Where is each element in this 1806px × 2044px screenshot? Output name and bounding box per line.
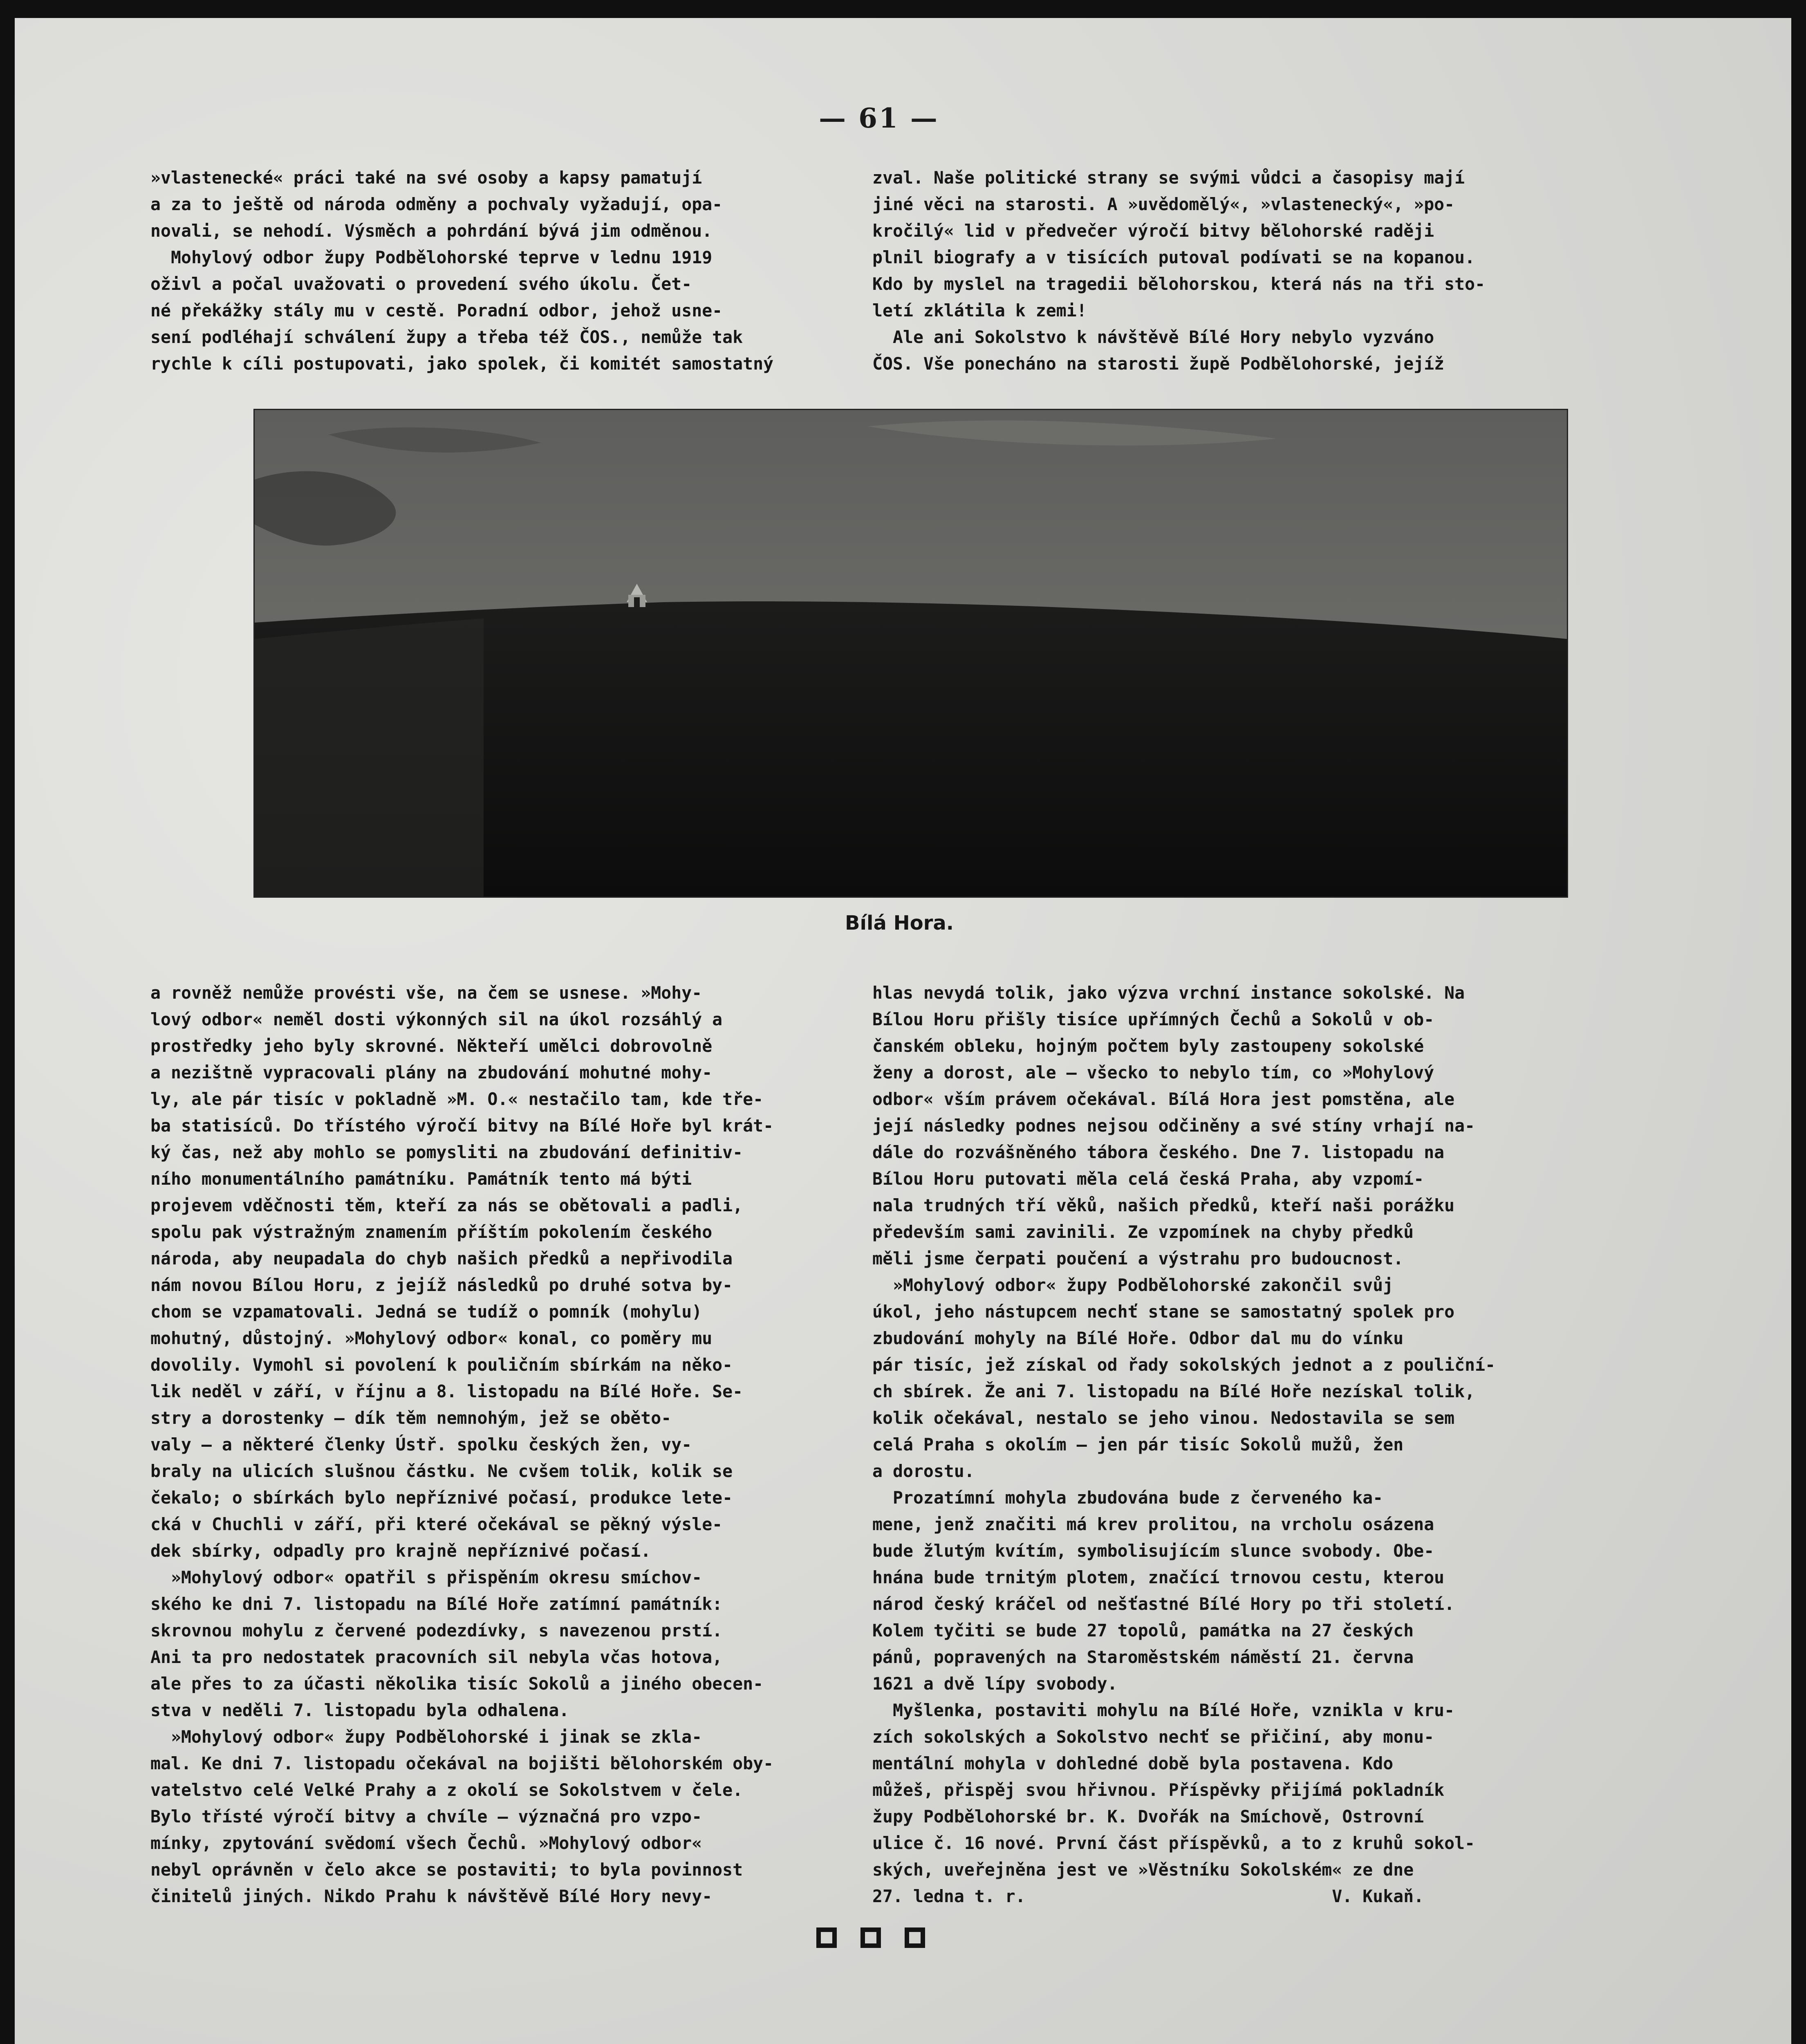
square-ornament-icon bbox=[860, 1927, 881, 1948]
text-line: skrovnou mohylu z červené podezdívky, s navezenou prstí. bbox=[150, 1620, 723, 1641]
text-line: mentální mohyla v dohledné době byla postavena. Kdo bbox=[872, 1753, 1394, 1773]
column-bottom-left bbox=[150, 979, 845, 1910]
text-line: lik neděl v září, v říjnu a 8. listopadu na Bílé Hoře. Se- bbox=[150, 1381, 743, 1401]
text-line: cká v Chuchli v září, při které očekával se pěkný výsle- bbox=[150, 1514, 723, 1534]
text-line: »Mohylový odbor« župy Podbělohorské i jinak se zkla- bbox=[150, 1727, 702, 1747]
text-line: ČOS. Vše ponecháno na starosti župě Podbělohorské, jejíž bbox=[872, 354, 1445, 374]
text-line: sení podléhají schválení župy a třeba též ČOS., nemůže tak bbox=[150, 327, 743, 347]
text-line: ale přes to za účasti několika tisíc Sokolů a jiného obecen- bbox=[150, 1674, 764, 1694]
landscape-illustration bbox=[255, 410, 1567, 896]
column-top-left bbox=[150, 164, 845, 377]
text-line: zbudování mohyly na Bílé Hoře. Odbor dal mu do vínku bbox=[872, 1328, 1404, 1348]
text-line: hlas nevydá tolik, jako výzva vrchní instance sokolské. Na bbox=[872, 983, 1465, 1003]
text-line: pánů, popravených na Staroměstském náměstí 21. června bbox=[872, 1647, 1414, 1667]
text-line: župy Podbělohorské br. K. Dvořák na Smíchově, Ostrovní bbox=[872, 1806, 1424, 1827]
text-line: letí zklátila k zemi! bbox=[872, 300, 1087, 320]
text-line: ly, ale pár tisíc v pokladně »M. O.« nestačilo tam, kde tře- bbox=[150, 1089, 764, 1109]
text-line: národa, aby neupadala do chyb našich předků a nepřivodila bbox=[150, 1248, 733, 1269]
text-line: novali, se nehodí. Výsměch a pohrdání bývá jim odměnou. bbox=[150, 221, 713, 241]
text-line: ských, uveřejněna jest ve »Věstníku Sokolském« ze dne bbox=[872, 1860, 1414, 1880]
text-line: rychle k cíli postupovati, jako spolek, či komitét samostatný bbox=[150, 354, 774, 374]
text-line: 1621 a dvě lípy svobody. bbox=[872, 1674, 1118, 1694]
text-line: vatelstvo celé Velké Prahy a z okolí se Sokolstvem v čele. bbox=[150, 1780, 743, 1800]
text-line: mohutný, důstojný. »Mohylový odbor« konal, co poměry mu bbox=[150, 1328, 713, 1348]
text-line: ulice č. 16 nové. První část příspěvků, a to z kruhů sokol- bbox=[872, 1833, 1475, 1853]
text-line: celá Praha s okolím — jen pár tisíc Sokolů mužů, žen bbox=[872, 1434, 1404, 1455]
text-line: kolik očekával, nestalo se jeho vinou. Nedostavila se sem bbox=[872, 1408, 1455, 1428]
text-line: dále do rozvášněného tábora českého. Dne 7. listopadu na bbox=[872, 1142, 1445, 1162]
text-line: mal. Ke dni 7. listopadu očekával na bojišti bělohorském oby- bbox=[150, 1753, 774, 1773]
text-line: úkol, jeho nástupcem nechť stane se samostatný spolek pro bbox=[872, 1302, 1455, 1322]
text-line: především sami zavinili. Ze vzpomínek na chyby předků bbox=[872, 1222, 1414, 1242]
text-line: jiné věci na starosti. A »uvědomělý«, »vlastenecký«, »po- bbox=[872, 194, 1455, 214]
text-line: její následky podnes nejsou odčiněny a své stíny vrhají na- bbox=[872, 1116, 1475, 1136]
column-bottom-right bbox=[872, 979, 1567, 1910]
text-line: Kolem tyčiti se bude 27 topolů, památka na 27 českých bbox=[872, 1620, 1414, 1641]
square-ornament-icon bbox=[816, 1927, 837, 1948]
text-line: hnána bude trnitým plotem, značící trnovou cestu, kterou bbox=[872, 1567, 1445, 1587]
end-ornaments bbox=[789, 1921, 952, 1954]
text-line: Ani ta pro nedostatek pracovních sil nebyla včas hotova, bbox=[150, 1647, 723, 1667]
text-line: spolu pak výstražným znamením příštím pokolením českého bbox=[150, 1222, 713, 1242]
text-line: plnil biografy a v tisících putoval podívati se na kopanou. bbox=[872, 247, 1475, 267]
text-line: měli jsme čerpati poučení a výstrahu pro budoucnost. bbox=[872, 1248, 1404, 1269]
text-line: a dorostu. bbox=[872, 1461, 975, 1481]
text-line: »Mohylový odbor« župy Podbělohorské zakončil svůj bbox=[872, 1275, 1394, 1295]
text-line: nám novou Bílou Horu, z jejíž následků po druhé sotva by- bbox=[150, 1275, 733, 1295]
text-line: projevem vděčnosti těm, kteří za nás se obětovali a padli, bbox=[150, 1195, 743, 1215]
text-line: braly na ulicích slušnou částku. Ne cvšem tolik, kolik se bbox=[150, 1461, 733, 1481]
text-line: 27. ledna t. r. V. Kukaň. bbox=[872, 1886, 1424, 1906]
text-line: mene, jenž značiti má krev prolitou, na vrcholu osázena bbox=[872, 1514, 1434, 1534]
text-line: Bílou Horu putovati měla celá česká Praha, aby vzpomí- bbox=[872, 1169, 1424, 1189]
text-line: Bílou Horu přišly tisíce upřímných Čechů a Sokolů v ob- bbox=[872, 1009, 1434, 1029]
text-line: dovolily. Vymohl si povolení k pouličním sbírkám na něko- bbox=[150, 1355, 733, 1375]
text-line: zích sokolských a Sokolstvo nechť se přičiní, aby monu- bbox=[872, 1727, 1434, 1747]
text-line: nala trudných tří věků, našich předků, kteří naši porážku bbox=[872, 1195, 1455, 1215]
text-line: a rovněž nemůže provésti vše, na čem se usnese. »Mohy- bbox=[150, 983, 702, 1003]
distant-trees bbox=[255, 619, 484, 896]
bila-hora-photograph bbox=[253, 409, 1568, 898]
text-line: lový odbor« neměl dosti výkonných sil na úkol rozsáhlý a bbox=[150, 1009, 723, 1029]
text-line: ženy a dorost, ale — všecko to nebylo tím, co »Mohylový bbox=[872, 1062, 1434, 1083]
text-line: Kdo by myslel na tragedii bělohorskou, která nás na tři sto- bbox=[872, 274, 1486, 294]
text-line: ského ke dni 7. listopadu na Bílé Hoře zatímní památník: bbox=[150, 1594, 723, 1614]
text-line: ního monumentálního památníku. Památník tento má býti bbox=[150, 1169, 692, 1189]
text-line: chom se vzpamatovali. Jedná se tudíž o pomník (mohylu) bbox=[150, 1302, 702, 1322]
text-line: a za to ještě od národa odměny a pochvaly vyžadují, opa- bbox=[150, 194, 723, 214]
text-line: Bylo třísté výročí bitvy a chvíle — význačná pro vzpo- bbox=[150, 1806, 702, 1827]
text-line: můžeš, přispěj svou hřivnou. Příspěvky přijímá pokladník bbox=[872, 1780, 1445, 1800]
text-line: odbor« vším právem očekával. Bílá Hora jest pomstěna, ale bbox=[872, 1089, 1455, 1109]
text-line: prostředky jeho byly skrovné. Někteří umělci dobrovolně bbox=[150, 1036, 713, 1056]
text-line: mínky, zpytování svědomí všech Čechů. »Mohylový odbor« bbox=[150, 1833, 702, 1853]
page-number: — 61 — bbox=[819, 102, 939, 134]
text-line: »Mohylový odbor« opatřil s přispěním okresu smíchov- bbox=[150, 1567, 702, 1587]
text-line: stry a dorostenky — dík těm nemnohým, jež se oběto- bbox=[150, 1408, 672, 1428]
text-line: Ale ani Sokolstvo k návštěvě Bílé Hory nebylo vyzváno bbox=[872, 327, 1434, 347]
text-line: nebyl oprávněn v čelo akce se postaviti; to byla povinnost bbox=[150, 1860, 743, 1880]
text-line: činitelů jiných. Nikdo Prahu k návštěvě Bílé Hory nevy- bbox=[150, 1886, 713, 1906]
text-line: né překážky stály mu v cestě. Poradní odbor, jehož usne- bbox=[150, 300, 723, 320]
text-line: Mohylový odbor župy Podbělohorské teprve v lednu 1919 bbox=[150, 247, 713, 267]
text-line: stva v neděli 7. listopadu byla odhalena. bbox=[150, 1700, 569, 1720]
text-line: valy — a některé členky Ústř. spolku českých žen, vy- bbox=[150, 1434, 692, 1455]
text-line: »vlastenecké« práci také na své osoby a kapsy pamatují bbox=[150, 168, 702, 188]
square-ornament-icon bbox=[905, 1927, 925, 1948]
text-line: zval. Naše politické strany se svými vůdci a časopisy mají bbox=[872, 168, 1465, 188]
text-line: a nezištně vypracovali plány na zbudování mohutné mohy- bbox=[150, 1062, 713, 1083]
text-line: dek sbírky, odpadly pro krajně nepříznivé počasí. bbox=[150, 1541, 651, 1561]
text-line: ba statisíců. Do třístého výročí bitvy na Bílé Hoře byl krát- bbox=[150, 1116, 774, 1136]
text-line: pár tisíc, jež získal od řady sokolských jednot a z pouliční- bbox=[872, 1355, 1496, 1375]
text-line: čanském obleku, hojným počtem byly zastoupeny sokolské bbox=[872, 1036, 1424, 1056]
text-line: Prozatímní mohyla zbudována bude z červeného ka- bbox=[872, 1488, 1383, 1508]
text-line: oživl a počal uvažovati o provedení svého úkolu. Čet- bbox=[150, 274, 692, 294]
text-line: Myšlenka, postaviti mohylu na Bílé Hoře, vznikla v kru- bbox=[872, 1700, 1455, 1720]
photo-caption: Bílá Hora. bbox=[845, 912, 954, 935]
text-line: ch sbírek. Že ani 7. listopadu na Bílé Hoře nezískal tolik, bbox=[872, 1381, 1475, 1401]
column-top-right bbox=[872, 164, 1567, 377]
text-line: národ český kráčel od nešťastné Bílé Hory po tři století. bbox=[872, 1594, 1455, 1614]
text-line: ký čas, než aby mohlo se pomysliti na zbudování definitiv- bbox=[150, 1142, 743, 1162]
text-line: bude žlutým kvítím, symbolisujícím slunce svobody. Obe- bbox=[872, 1541, 1434, 1561]
text-line: čekalo; o sbírkách bylo nepříznivé počasí, produkce lete- bbox=[150, 1488, 733, 1508]
text-line: kročilý« lid v předvečer výročí bitvy bělohorské raději bbox=[872, 221, 1434, 241]
